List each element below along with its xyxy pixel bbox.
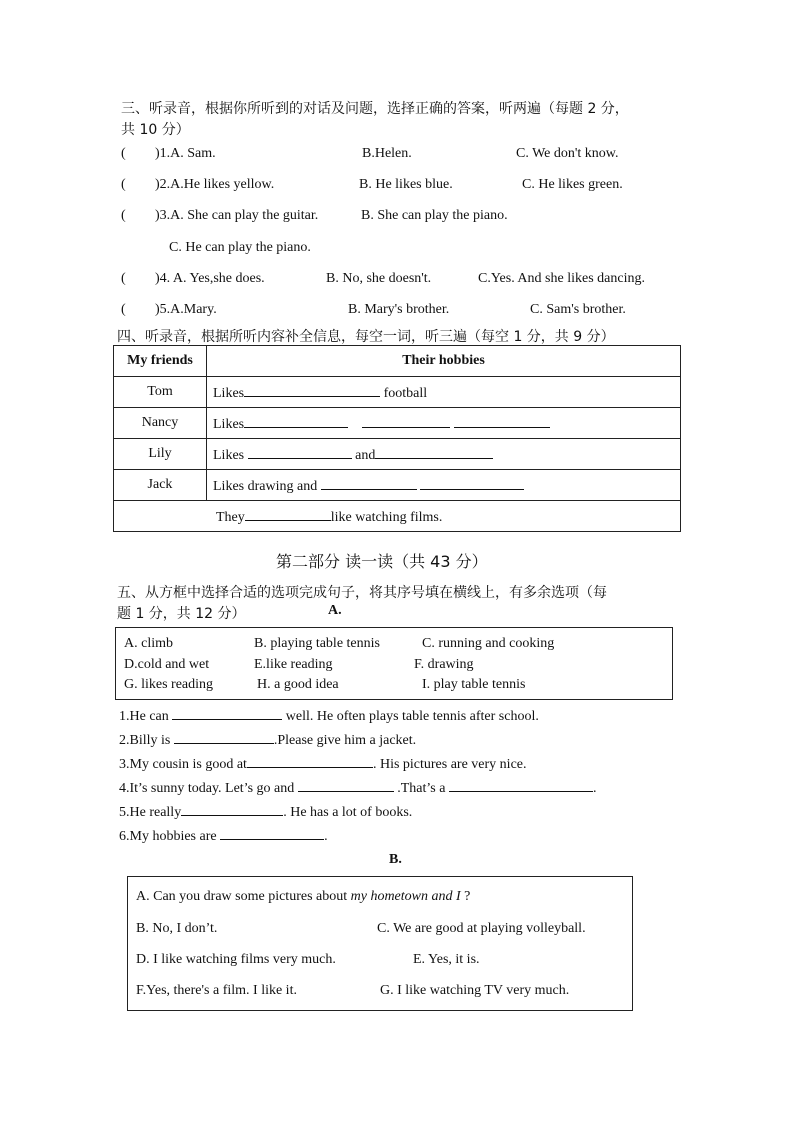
box-b-label: B.: [389, 852, 402, 867]
question-3: [121, 208, 318, 224]
q1-option-b: B.Helen.: [362, 146, 412, 161]
sentence-2: [119, 730, 416, 749]
summary-text: They: [216, 509, 245, 525]
answer-blank[interactable]: [420, 476, 524, 490]
q4-option-a: )4. A. Yes,she does.: [155, 271, 265, 286]
question-5: [121, 302, 217, 318]
sentence-text: .: [324, 829, 328, 844]
q3-option-b: B. She can play the piano.: [361, 208, 508, 223]
hobby-cell: [207, 439, 681, 470]
sentence-text: well. He often plays table tennis after school.: [285, 709, 539, 724]
option-item: C. running and cooking: [422, 636, 555, 651]
option-item: A. climb: [124, 636, 173, 651]
answer-blank[interactable]: [174, 730, 274, 744]
q5-option-b: B. Mary's brother.: [348, 302, 450, 317]
table-row: [114, 501, 681, 532]
sentence-text: .: [592, 781, 597, 796]
answer-paren[interactable]: (: [121, 177, 126, 192]
answer-blank[interactable]: [321, 476, 417, 490]
section5-title-line1: 五、从方框中选择合适的选项完成句子，将其序号填在横线上，有多余选项（每: [117, 585, 607, 601]
sentence-text: 2.Billy is: [119, 733, 171, 748]
answer-blank[interactable]: [244, 383, 380, 397]
table-row: [114, 439, 681, 470]
sentence-1: [119, 706, 539, 725]
section3-title-line2: 共 10 分）: [121, 122, 190, 138]
friend-name: Tom: [114, 377, 207, 408]
hobby-text: Likes drawing and: [213, 478, 318, 494]
option-item: G. likes reading: [124, 677, 214, 692]
section4-title: 四、听录音，根据所听内容补全信息，每空一词，听三遍（每空 1 分，共 9 分）: [117, 329, 615, 345]
q2-option-b: B. He likes blue.: [359, 177, 453, 192]
q3-option-c: C. He can play the piano.: [169, 240, 311, 255]
dialogue-option-g: G. I like watching TV very much.: [380, 983, 570, 998]
answer-blank[interactable]: [449, 778, 593, 792]
answer-blank[interactable]: [375, 445, 493, 459]
table-row: [114, 470, 681, 501]
option-text-italic: my hometown and I: [350, 889, 461, 904]
dialogue-option-e: E. Yes, it is.: [413, 952, 480, 967]
hobby-text: Likes: [213, 385, 245, 401]
hobby-text: Likes: [213, 447, 245, 463]
answer-blank[interactable]: [245, 507, 331, 521]
answer-paren[interactable]: (: [121, 208, 126, 223]
hobby-cell: [207, 470, 681, 501]
col-header-friends: My friends: [114, 346, 207, 377]
sentence-6: [119, 826, 328, 845]
hobby-text: Likes: [213, 416, 245, 432]
section3-title-line1: 三、听录音，根据你所听到的对话及问题，选择正确的答案，听两遍（每题 2 分，: [121, 101, 629, 117]
q4-option-b: B. No, she doesn't.: [326, 271, 432, 286]
sentence-text: . He has a lot of books.: [283, 805, 413, 820]
dialogue-option-c: C. We are good at playing volleyball.: [377, 921, 586, 936]
answer-paren[interactable]: (: [121, 302, 126, 317]
option-item: H. a good idea: [257, 677, 339, 692]
option-item: F. drawing: [414, 657, 474, 672]
sentence-text: . His pictures are very nice.: [372, 757, 527, 772]
col-header-hobbies: Their hobbies: [207, 346, 681, 377]
sentence-text: 3.My cousin is good at: [119, 757, 247, 772]
q1-option-a: )1.A. Sam.: [155, 146, 216, 161]
answer-paren[interactable]: (: [121, 271, 126, 286]
answer-blank[interactable]: [247, 754, 373, 768]
answer-blank[interactable]: [298, 778, 394, 792]
sentence-text: 1.He can: [119, 709, 169, 724]
q5-option-c: C. Sam's brother.: [530, 302, 626, 317]
option-item: E.like reading: [254, 657, 333, 672]
friend-name: Nancy: [114, 408, 207, 439]
sentence-4: [119, 778, 596, 797]
answer-paren[interactable]: (: [121, 146, 126, 161]
sentence-5: [119, 802, 412, 821]
option-text: A. Can you draw some pictures about: [136, 889, 348, 904]
sentence-text: 5.He really: [119, 805, 182, 820]
section5-title-line2: 题 1 分，共 12 分）: [117, 606, 246, 622]
dialogue-option-b: B. No, I don’t.: [136, 921, 218, 936]
option-item: D.cold and wet: [124, 657, 210, 672]
friend-name: Lily: [114, 439, 207, 470]
box-a-label: A.: [328, 603, 342, 618]
sentence-text: .Please give him a jacket.: [273, 733, 417, 748]
summary-cell: [114, 501, 681, 532]
friend-name: Jack: [114, 470, 207, 501]
dialogue-option-d: D. I like watching films very much.: [136, 952, 336, 967]
hobby-cell: [207, 408, 681, 439]
dialogue-option-a: [136, 889, 470, 905]
sentence-text: .That’s a: [397, 781, 446, 796]
summary-text: like watching films.: [330, 509, 443, 525]
answer-blank[interactable]: [248, 445, 352, 459]
option-text: ?: [464, 889, 471, 904]
table-row: [114, 408, 681, 439]
q5-option-a: )5.A.Mary.: [155, 302, 217, 317]
answer-blank[interactable]: [181, 802, 283, 816]
sentence-3: [119, 754, 527, 773]
sentence-text: 4.It’s sunny today. Let’s go and: [119, 781, 295, 796]
q4-option-c: C.Yes. And she likes dancing.: [478, 271, 645, 286]
question-1: [121, 146, 216, 162]
q3-option-a: )3.A. She can play the guitar.: [155, 208, 319, 223]
answer-blank[interactable]: [220, 826, 324, 840]
table-header-row: [114, 346, 681, 377]
hobbies-table: [113, 345, 681, 532]
sentence-text: 6.My hobbies are: [119, 829, 217, 844]
option-item: B. playing table tennis: [254, 636, 380, 651]
dialogue-option-f: F.Yes, there's a film. I like it.: [136, 983, 297, 998]
answer-blank[interactable]: [454, 414, 550, 428]
table-row: [114, 377, 681, 408]
question-2: [121, 177, 274, 193]
hobby-text: and: [355, 447, 376, 463]
hobby-text: football: [383, 385, 428, 401]
question-4: [121, 271, 265, 287]
answer-blank[interactable]: [244, 414, 348, 428]
hobby-cell: [207, 377, 681, 408]
answer-blank[interactable]: [362, 414, 450, 428]
q2-option-a: )2.A.He likes yellow.: [155, 177, 275, 192]
option-item: I. play table tennis: [422, 677, 526, 692]
q2-option-c: C. He likes green.: [522, 177, 623, 192]
q1-option-c: C. We don't know.: [516, 146, 619, 161]
answer-blank[interactable]: [172, 706, 282, 720]
part2-title: 第二部分 读一读（共 43 分）: [276, 552, 488, 571]
